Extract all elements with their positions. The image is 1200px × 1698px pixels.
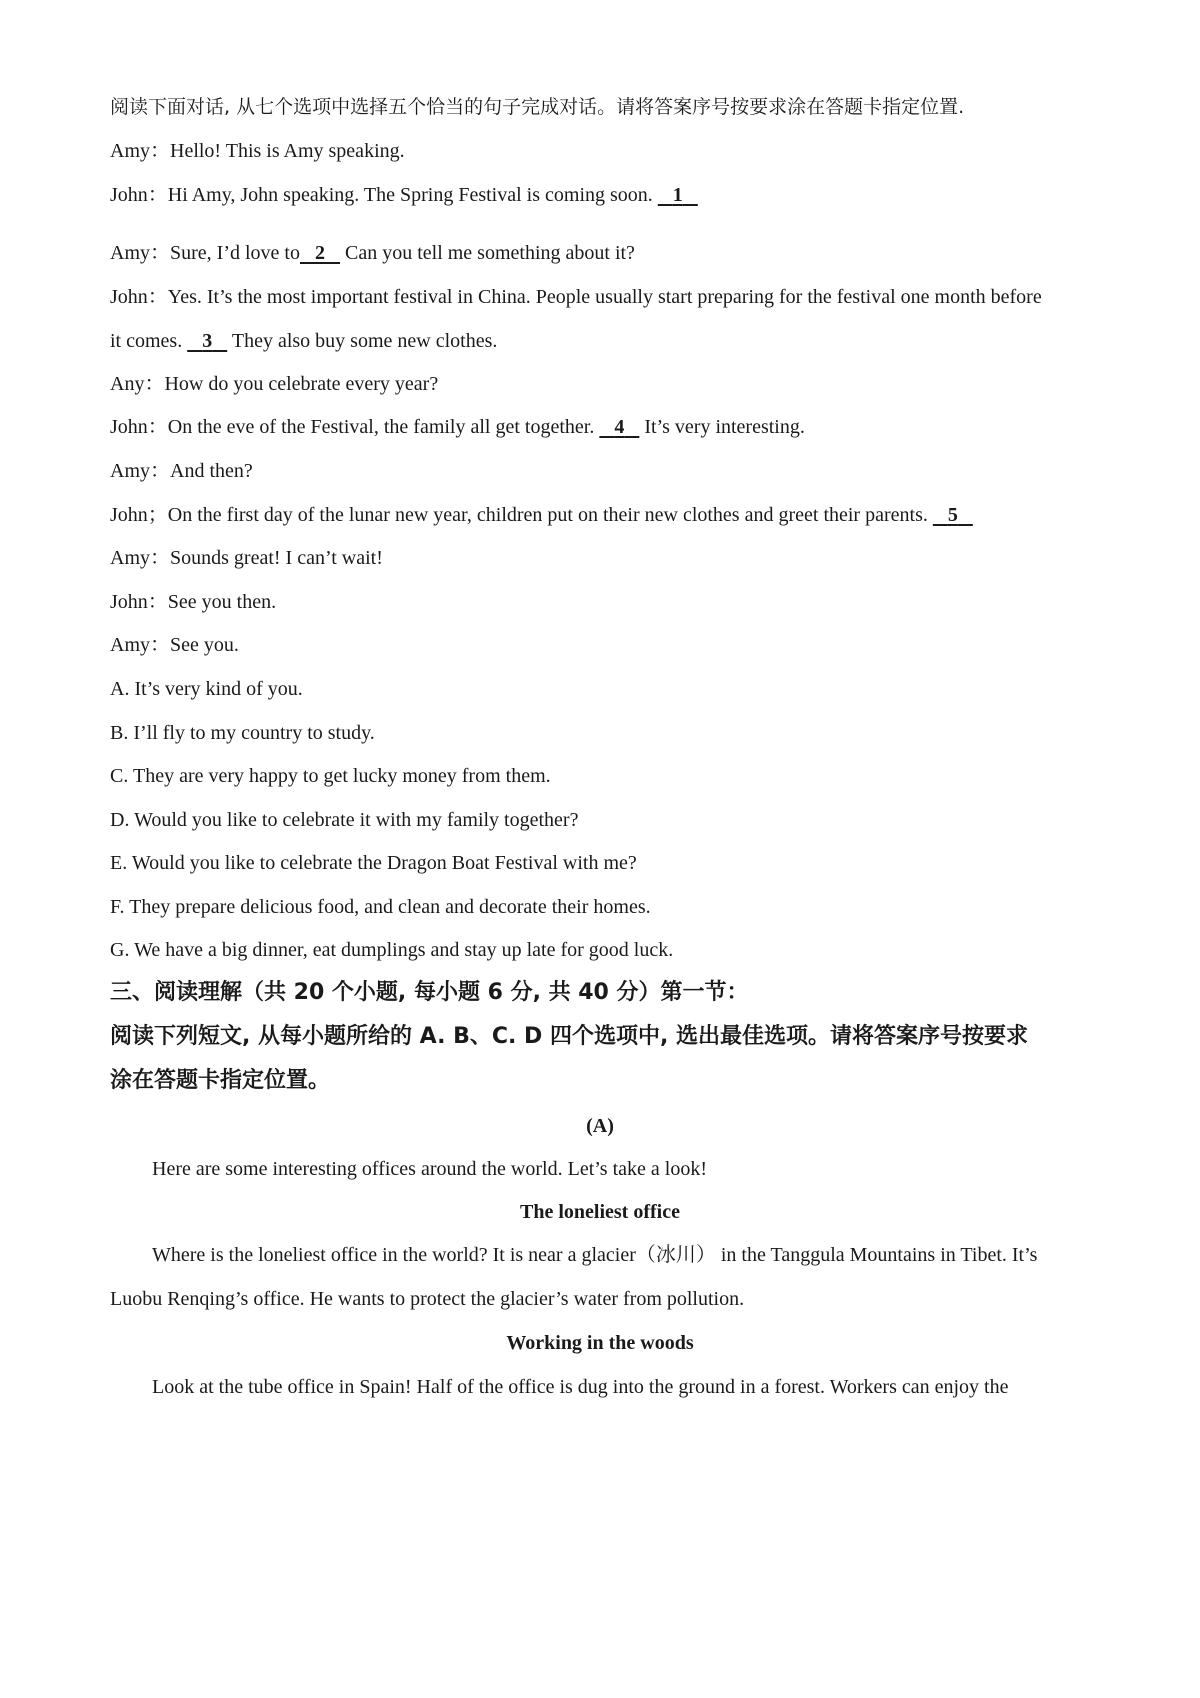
speaker: Any： [110, 373, 165, 395]
utterance-after: Can you tell me something about it? [339, 242, 635, 264]
blank-3: 3 [202, 330, 213, 352]
speaker: John： [110, 591, 168, 613]
utterance: See you. [170, 634, 239, 656]
speaker: Amy： [110, 460, 170, 482]
dialogue-line-11 [110, 589, 276, 615]
dialogue-line-7 [110, 414, 805, 440]
speaker: John： [110, 416, 168, 438]
utterance-after: It’s very interesting. [639, 416, 805, 438]
dialogue-line-12 [110, 632, 239, 658]
dialogue-line-6 [110, 371, 438, 397]
dialogue-line-3 [110, 240, 635, 266]
option-c: C. They are very happy to get lucky money from them. [110, 765, 551, 787]
option-g: G. We have a big dinner, eat dumplings and stay up late for good luck. [110, 939, 674, 961]
passage-heading-2: Working in the woods [506, 1332, 694, 1354]
dialogue-line-4 [110, 284, 1042, 310]
option-d: D. Would you like to celebrate it with my family together? [110, 809, 579, 831]
blank-5: 5 [947, 504, 958, 526]
utterance: Yes. It’s the most important festival in China. People usually start preparing for the festival one month before [167, 286, 1042, 308]
dialogue-line-10 [110, 545, 383, 571]
dialogue-line-9 [110, 502, 973, 528]
section-instruction-line-1: 阅读下列短文, 从每小题所给的 A. B、C. D 四个选项中, 选出最佳选项。请将答案序号按要求 [110, 1024, 1028, 1049]
passage-paragraph-2-line-1: Look at the tube office in Spain! Half of the office is dug into the ground in a forest. Workers can enjoy the [152, 1376, 1009, 1398]
option-e: E. Would you like to celebrate the Dragon Boat Festival with me? [110, 852, 637, 874]
utterance: See you then. [167, 591, 277, 613]
passage-paragraph-1-line-1: Where is the loneliest office in the world? It is near a glacier（冰川） in the Tanggula Mountains in Tibet. It’s [152, 1244, 1038, 1266]
utterance: Sounds great! I can’t wait! [170, 547, 383, 569]
utterance: it comes. [110, 330, 188, 352]
dialogue-line-5 [110, 328, 497, 354]
blank-2: 2 [314, 242, 325, 264]
blank-4: 4 [614, 416, 625, 438]
speaker: John； [110, 504, 168, 526]
passage-label: (A) [586, 1115, 614, 1137]
utterance: Sure, I’d love to [170, 242, 300, 264]
utterance-after: They also buy some new clothes. [227, 330, 498, 352]
speaker: John： [110, 286, 168, 308]
dialogue-line-2 [110, 182, 698, 208]
speaker: Amy： [110, 634, 170, 656]
speaker: Amy： [110, 242, 170, 264]
option-b: B. I’ll fly to my country to study. [110, 722, 375, 744]
dialogue-line-8 [110, 458, 253, 484]
speaker: John： [110, 184, 168, 206]
section-title: 三、阅读理解（共 20 个小题, 每小题 6 分, 共 40 分）第一节： [110, 980, 749, 1005]
section-instruction-line-2: 涂在答题卡指定位置。 [110, 1068, 331, 1093]
utterance: Hello! This is Amy speaking. [170, 140, 405, 162]
blank-1: 1 [672, 184, 683, 206]
speaker: Amy： [110, 547, 170, 569]
dialogue-line-1 [110, 138, 405, 164]
dialogue-instruction: 阅读下面对话, 从七个选项中选择五个恰当的句子完成对话。请将答案序号按要求涂在答题卡指定位置. [110, 96, 965, 118]
speaker: Amy： [110, 140, 170, 162]
utterance: How do you celebrate every year? [164, 373, 439, 395]
utterance: On the first day of the lunar new year, children put on their new clothes and greet their parents. [167, 504, 933, 526]
option-a: A. It’s very kind of you. [110, 678, 303, 700]
utterance: On the eve of the Festival, the family all get together. [167, 416, 600, 438]
passage-intro: Here are some interesting offices around the world. Let’s take a look! [152, 1158, 707, 1180]
passage-heading-1: The loneliest office [520, 1201, 680, 1223]
utterance: And then? [170, 460, 253, 482]
option-f: F. They prepare delicious food, and clean and decorate their homes. [110, 896, 651, 918]
utterance: Hi Amy, John speaking. The Spring Festival is coming soon. [167, 184, 658, 206]
passage-paragraph-1-line-2: Luobu Renqing’s office. He wants to protect the glacier’s water from pollution. [110, 1288, 745, 1310]
